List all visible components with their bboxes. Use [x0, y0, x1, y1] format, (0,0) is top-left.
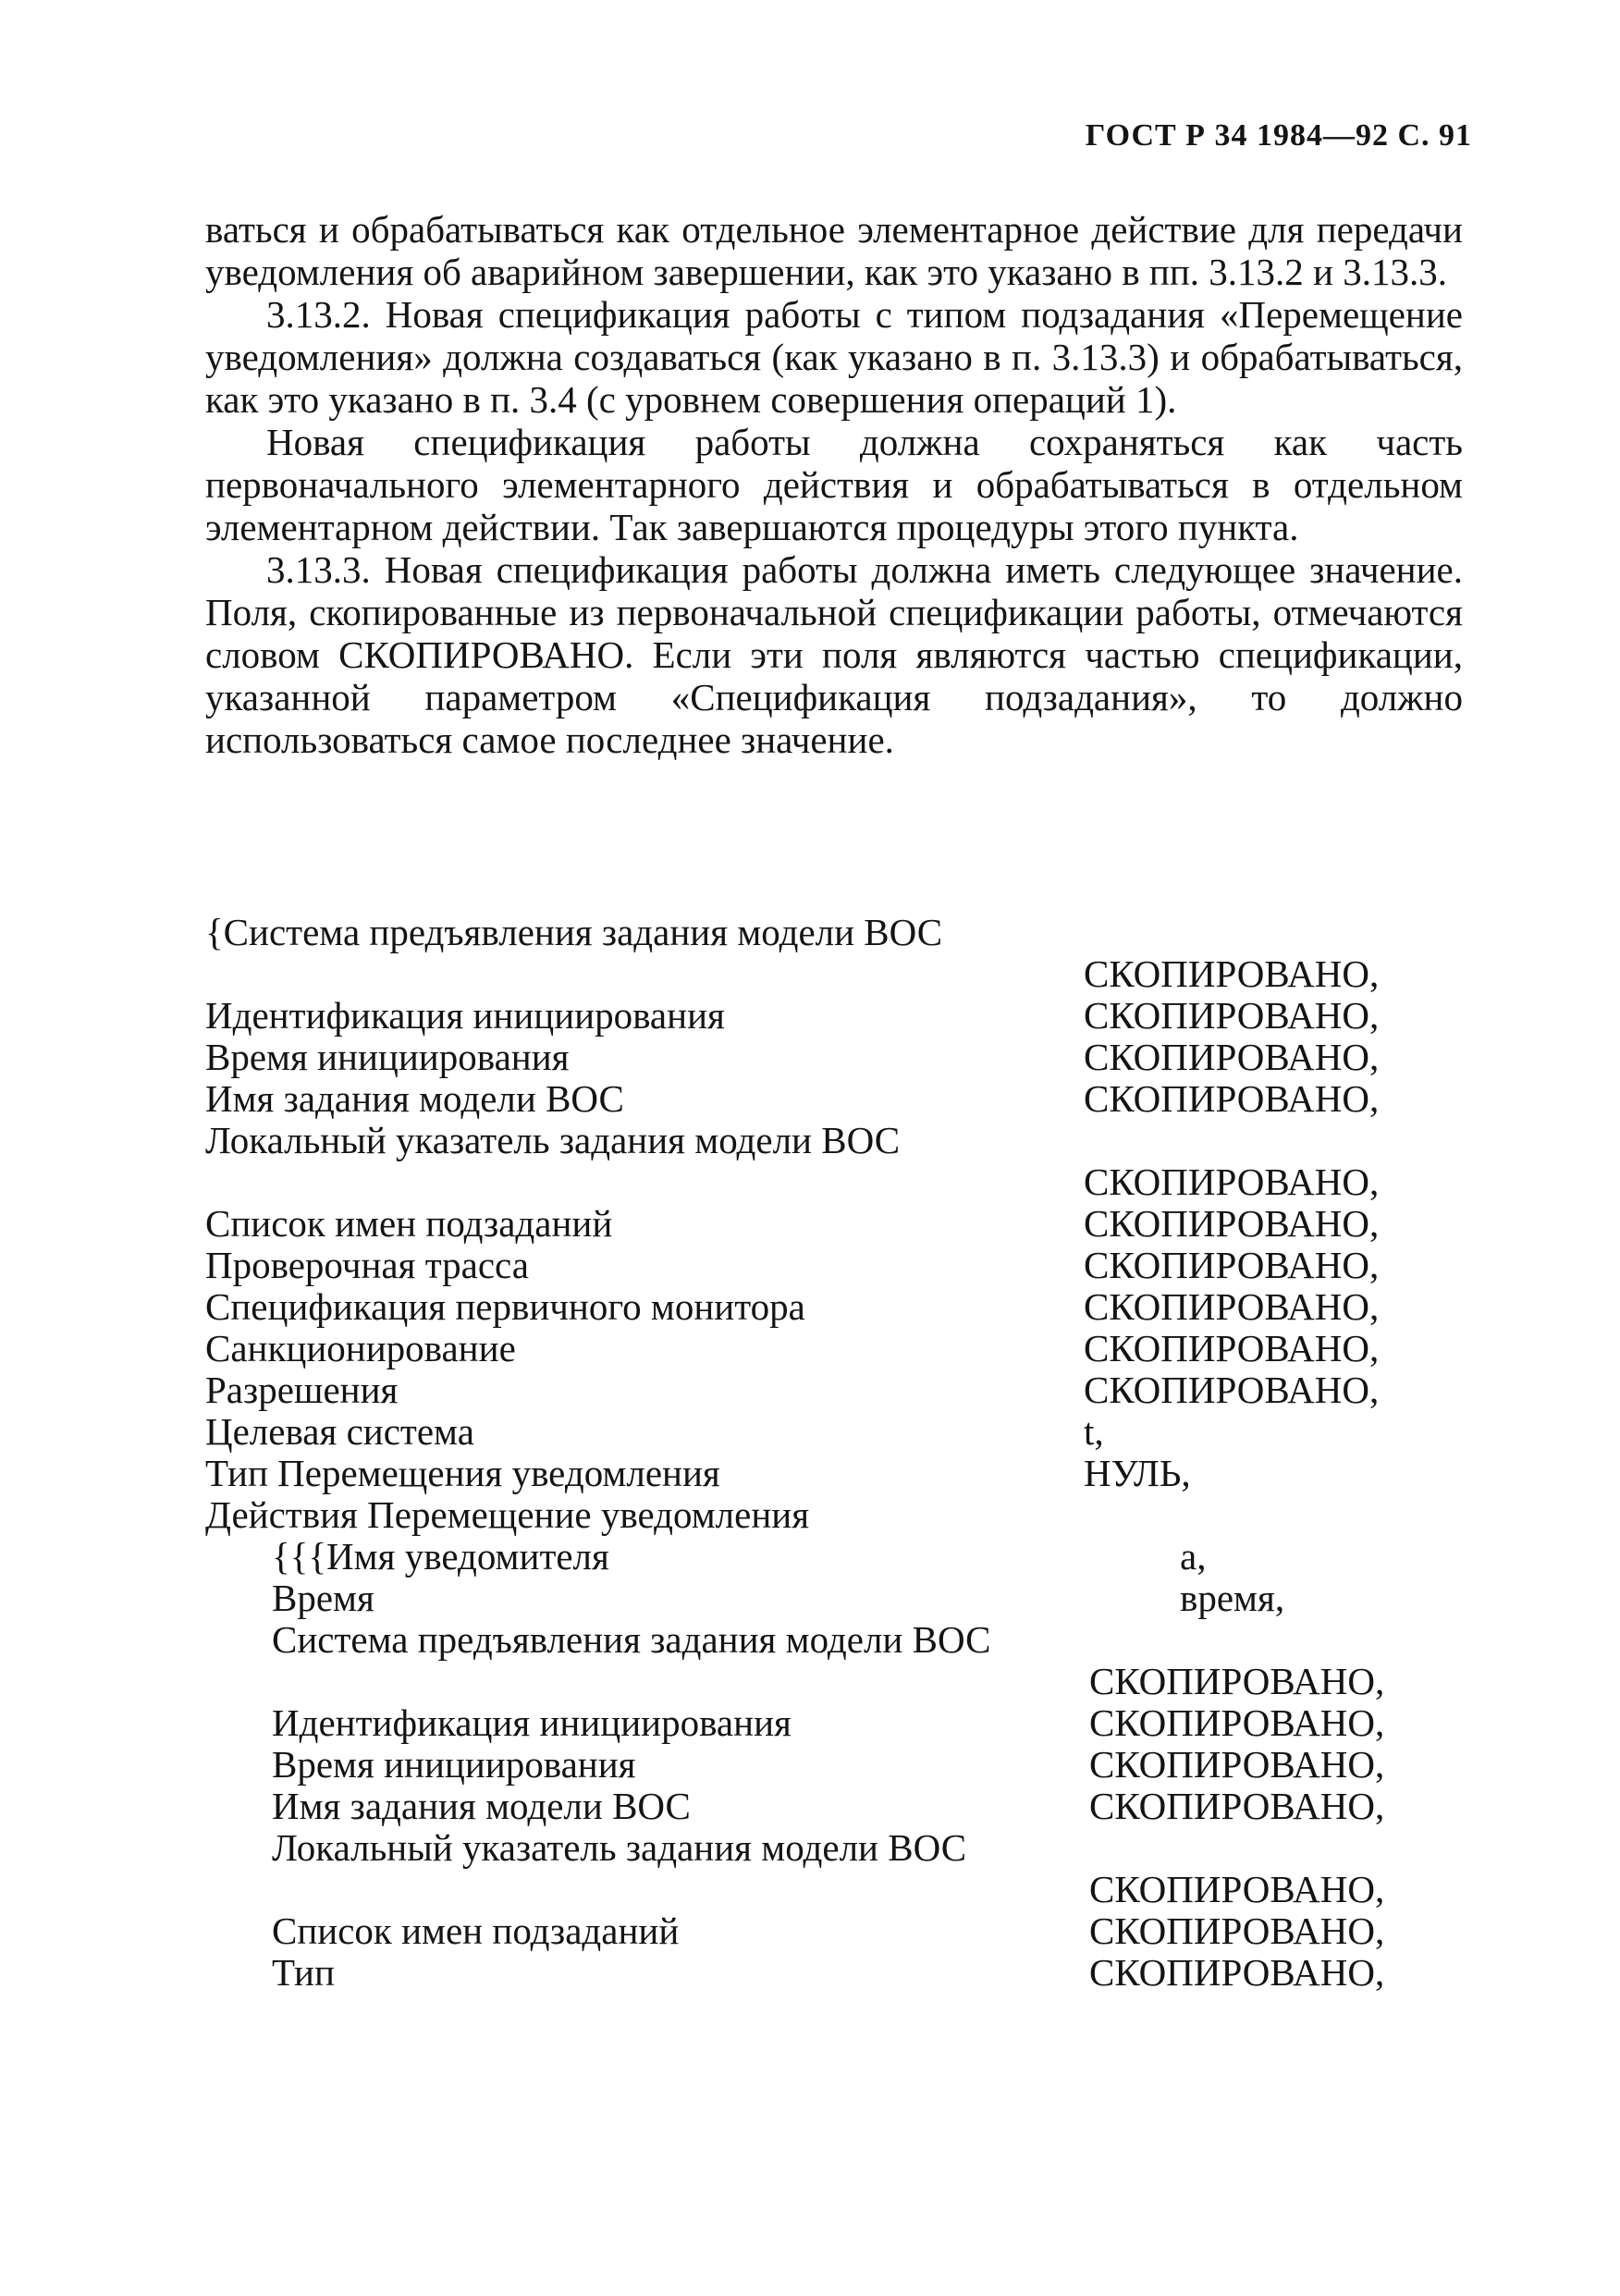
field-value: СКОПИРОВАНО, [1084, 1036, 1380, 1078]
paragraph-new-spec: Новая спецификация работы должна сохраняться как часть первоначального элементарного действия и обрабатываться в отдельном элементарном действии. Так завершаются процедуры этого пункта. [205, 421, 1463, 548]
field-name: Спецификация первичного монитора [205, 1285, 805, 1328]
field-value: СКОПИРОВАНО, [1084, 1327, 1380, 1369]
field-row [205, 1453, 1500, 1494]
paragraph-3-13-3: 3.13.3. Новая спецификация работы должна иметь следующее значение. Поля, скопированные из первоначальной спецификации работы, отмечаются словом СКОПИРОВАНО. Если эти поля являются частью спецификации, указанной параметром «Спецификация подзадания», то должно использоваться самое последнее значение. [205, 548, 1463, 761]
field-row [205, 1411, 1500, 1453]
field-name: Целевая система [205, 1410, 474, 1453]
field-row [205, 1328, 1500, 1369]
subfield-row [205, 1578, 1500, 1619]
document-body [205, 208, 1463, 761]
field-row [205, 1369, 1500, 1411]
field-row [205, 1286, 1500, 1328]
field-row [205, 1078, 1500, 1120]
subfield-name: Система предъявления задания модели ВОС [272, 1618, 991, 1661]
field-name: Локальный указатель задания модели ВОС [205, 1119, 901, 1161]
subfield-row [205, 1827, 1500, 1869]
field-name: Список имен подзаданий [205, 1202, 613, 1245]
subfield-row [205, 1869, 1500, 1910]
field-row [205, 953, 1500, 995]
subfield-name: Имя задания модели ВОС [272, 1785, 691, 1827]
subfield-row [205, 1744, 1500, 1786]
subfield-value: СКОПИРОВАНО, [1089, 1743, 1385, 1786]
field-name: {Система предъявления задания модели ВОС [205, 911, 943, 953]
field-row [205, 912, 1500, 953]
field-name: Проверочная трасса [205, 1244, 529, 1286]
field-name: Идентификация инициирования [205, 994, 725, 1037]
subfield-value: СКОПИРОВАНО, [1089, 1660, 1385, 1702]
field-value: НУЛЬ, [1084, 1452, 1191, 1494]
field-list [205, 912, 1500, 1994]
subfield-row [205, 1661, 1500, 1702]
field-row [205, 1203, 1500, 1245]
subfield-row [205, 1536, 1500, 1578]
subfield-value: a, [1180, 1535, 1207, 1578]
subfield-name: Локальный указатель задания модели ВОС [272, 1826, 967, 1869]
field-value: СКОПИРОВАНО, [1084, 994, 1380, 1037]
field-row [205, 995, 1500, 1037]
field-row [205, 1161, 1500, 1203]
field-name: Разрешения [205, 1369, 399, 1411]
paragraph-continued: ваться и обрабатываться как отдельное элементарное действие для передачи уведомления об аварийном завершении, как это указано в пп. 3.13.2 и 3.13.3. [205, 208, 1463, 293]
subfield-row [205, 1619, 1500, 1661]
subfield-row [205, 1786, 1500, 1827]
field-value: СКОПИРОВАНО, [1084, 1077, 1380, 1120]
field-value: t, [1084, 1410, 1104, 1453]
field-name: Имя задания модели ВОС [205, 1077, 624, 1120]
field-value: СКОПИРОВАНО, [1084, 952, 1380, 995]
field-row [205, 1120, 1500, 1161]
page-header: ГОСТ Р 34 1984—92 С. 91 [1085, 118, 1472, 153]
subfield-value: СКОПИРОВАНО, [1089, 1909, 1385, 1952]
field-row [205, 1037, 1500, 1078]
subfield-row [205, 1702, 1500, 1744]
field-value: СКОПИРОВАНО, [1084, 1369, 1380, 1411]
subfield-row [205, 1910, 1500, 1952]
subfield-name: Время [272, 1577, 374, 1619]
subfield-name: Время инициирования [272, 1743, 636, 1786]
subfield-row [205, 1952, 1500, 1994]
field-value: СКОПИРОВАНО, [1084, 1285, 1380, 1328]
field-name: Время инициирования [205, 1036, 570, 1078]
subfield-value: СКОПИРОВАНО, [1089, 1785, 1385, 1827]
subfield-name: {{{Имя уведомителя [272, 1535, 609, 1578]
subfield-name: Идентификация инициирования [272, 1701, 792, 1744]
subfield-value: СКОПИРОВАНО, [1089, 1951, 1385, 1994]
subfield-value: СКОПИРОВАНО, [1089, 1701, 1385, 1744]
field-name: Действия Перемещение уведомления [205, 1493, 810, 1536]
subfield-name: Список имен подзаданий [272, 1909, 680, 1952]
paragraph-3-13-2: 3.13.2. Новая спецификация работы с типом подзадания «Перемещение уведомления» должна создаваться (как указано в п. 3.13.3) и обрабатываться, как это указано в п. 3.4 (с уровнем совершения операций 1). [205, 293, 1463, 421]
subfield-value: СКОПИРОВАНО, [1089, 1868, 1385, 1910]
field-name: Санкционирование [205, 1327, 516, 1369]
field-row [205, 1494, 1500, 1536]
field-value: СКОПИРОВАНО, [1084, 1244, 1380, 1286]
field-row [205, 1245, 1500, 1286]
field-value: СКОПИРОВАНО, [1084, 1160, 1380, 1203]
field-value: СКОПИРОВАНО, [1084, 1202, 1380, 1245]
subfield-name: Тип [272, 1951, 335, 1994]
field-name: Тип Перемещения уведомления [205, 1452, 720, 1494]
subfield-value: время, [1180, 1577, 1285, 1619]
